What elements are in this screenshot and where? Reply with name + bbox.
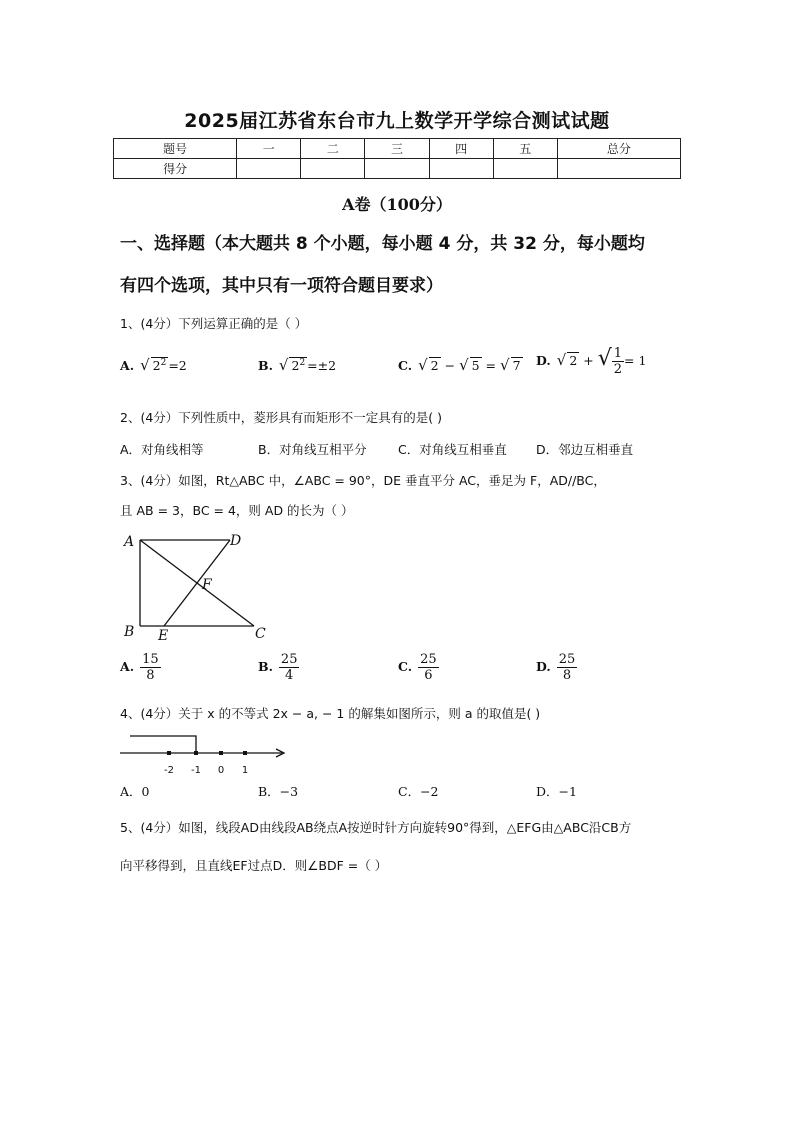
point-label-c: C (255, 626, 266, 642)
q3-option-a[interactable] (120, 652, 161, 683)
tick-label: -1 (191, 765, 201, 776)
score-row-label: 得分 (114, 159, 237, 179)
fraction-numerator: 25 (558, 652, 576, 667)
fraction-denominator: 8 (562, 668, 572, 683)
q2-option-a[interactable]: A．对角线相等 (120, 442, 204, 457)
tick-label: 0 (217, 765, 225, 776)
option-letter: B. (258, 659, 273, 674)
question-4-stem: 4、(4分）关于 x 的不等式 2x − a, − 1 的解集如图所示，则 a 的取值是( ) (120, 706, 541, 721)
q4-option-a[interactable]: A．0 (120, 784, 150, 799)
point-label-f: F (202, 577, 212, 593)
q4-option-b[interactable]: B．−3 (258, 784, 299, 799)
question-1-stem: 1、(4分）下列运算正确的是（ ） (120, 316, 308, 331)
tick-label: -2 (164, 765, 174, 776)
q3-option-d[interactable] (536, 652, 577, 683)
point-label-b: B (124, 624, 135, 640)
score-cell[interactable] (365, 159, 429, 179)
q3-triangle-figure (118, 528, 278, 644)
point-label-a: A (124, 534, 135, 550)
tick-mark (167, 751, 171, 755)
q4-option-c[interactable]: C．−2 (398, 784, 439, 799)
section-subtitle: A卷（100分） (342, 195, 452, 214)
section-heading-line1: 一、选择题（本大题共 8 个小题，每小题 4 分，共 32 分，每小题均 (120, 234, 645, 254)
point-label-e: E (158, 628, 169, 644)
q1-c-expr: − (444, 358, 456, 373)
q1-option-c[interactable]: C. √ 2 − √ 5 = √ 7 (398, 356, 521, 374)
score-header-cell: 题号 (114, 139, 237, 159)
question-3-line1: 3、(4分）如图，Rt△ABC 中，∠ABC = 90°，DE 垂直平分 AC，垂足为 F，AD//BC， (120, 473, 606, 488)
score-header-cell: 一 (237, 139, 301, 159)
score-cell[interactable] (493, 159, 557, 179)
option-letter: D. (536, 659, 551, 674)
tick-mark (194, 751, 198, 755)
q2-option-d[interactable]: D．邻边互相垂直 (536, 442, 634, 457)
q1-d-expr: = 1 (624, 353, 647, 368)
fraction-numerator: 25 (420, 652, 437, 667)
q4-number-line-figure (118, 728, 298, 778)
q1-a-expr: =2 (168, 358, 187, 373)
question-3-line2: 且 AB = 3，BC = 4，则 AD 的长为（ ） (120, 503, 354, 518)
fraction-denominator: 4 (285, 668, 294, 683)
question-5-line1: 5、(4分）如图，线段AD由线段AB绕点A按逆时针方向旋转90°得到，△EFG由△ABC沿CB方 (120, 820, 632, 835)
score-header-cell: 总分 (557, 139, 680, 159)
q1-b-expr: =±2 (307, 358, 337, 373)
q4-option-d[interactable]: D．−1 (536, 784, 577, 799)
score-header-cell: 二 (301, 139, 365, 159)
question-5-line2: 向平移得到，且直线EF过点D．则∠BDF =（ ） (120, 858, 388, 873)
option-letter: A. (120, 358, 135, 373)
q2-option-b[interactable]: B．对角线互相平分 (258, 442, 367, 457)
tick-mark (243, 751, 247, 755)
q3-option-b[interactable] (258, 652, 299, 683)
point-label-d: D (230, 533, 242, 549)
score-header-cell: 四 (429, 139, 493, 159)
score-table-header-row (114, 139, 681, 159)
fraction-denominator: 8 (146, 668, 155, 683)
tick-mark (219, 751, 223, 755)
score-table (113, 138, 681, 179)
option-letter: A. (120, 659, 135, 674)
q2-option-c[interactable]: C．对角线互相垂直 (398, 442, 507, 457)
score-cell[interactable] (557, 159, 680, 179)
section-heading-line2: 有四个选项，其中只有一项符合题目要求） (120, 276, 443, 296)
score-table-score-row (114, 159, 681, 179)
option-letter: D. (536, 353, 551, 368)
option-letter: B. (258, 358, 273, 373)
fraction-denominator: 6 (424, 668, 433, 683)
fraction-numerator: 15 (142, 652, 159, 667)
question-2-stem: 2、(4分）下列性质中，菱形具有而矩形不一定具有的是( ) (120, 410, 443, 425)
tick-label: 1 (241, 765, 249, 776)
score-header-cell: 三 (365, 139, 429, 159)
score-header-cell: 五 (493, 139, 557, 159)
option-letter: C. (398, 358, 413, 373)
option-letter: C. (398, 659, 413, 674)
score-cell[interactable] (429, 159, 493, 179)
solution-set-bracket (130, 736, 196, 753)
q1-option-d[interactable]: D. √ 2 + √ $\frac{1}{2}$ = 1 (536, 346, 647, 377)
fraction-numerator: 25 (280, 652, 298, 667)
score-cell[interactable] (237, 159, 301, 179)
q1-option-b[interactable]: B. √ $2^2 =\pm 2$ (258, 356, 337, 374)
segment-de (164, 540, 230, 626)
score-cell[interactable] (301, 159, 365, 179)
q3-option-c[interactable] (398, 652, 439, 683)
q1-option-a[interactable]: A. √ $2^2 =2$ (120, 356, 187, 374)
exam-title: 2025届江苏省东台市九上数学开学综合测试试题 (184, 110, 610, 132)
